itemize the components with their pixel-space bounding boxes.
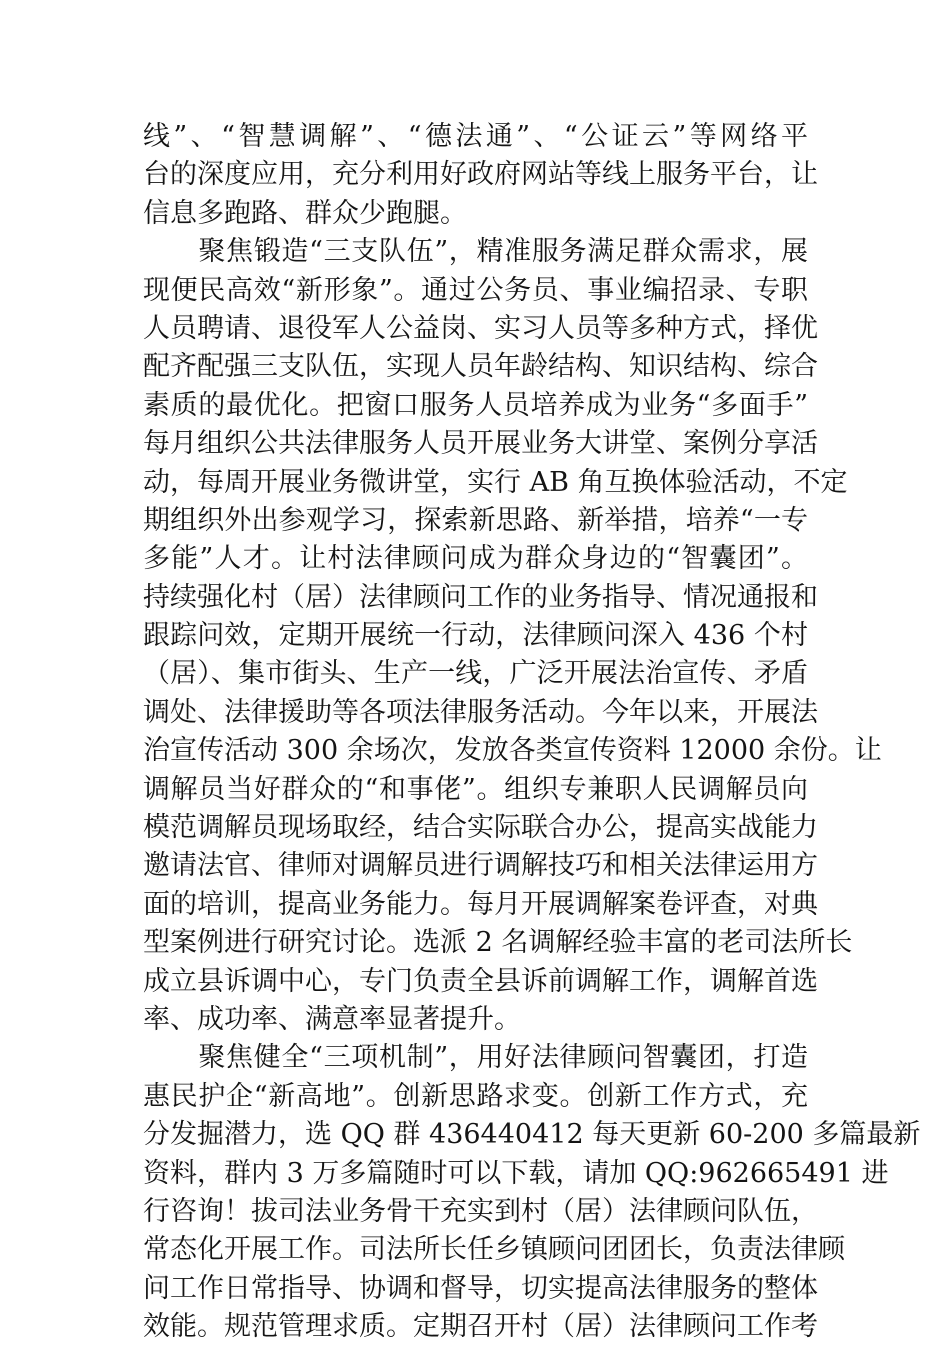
text-line: 型案例进行研究讨论。选派 2 名调解经验丰富的老司法所长 <box>143 927 853 959</box>
text-line: 现便民高效“新形象”。通过公务员、事业编招录、专职 <box>143 274 808 306</box>
text-line: 配齐配强三支队伍，实现人员年龄结构、知识结构、综合 <box>143 351 818 383</box>
text-line: 素质的最优化。把窗口服务人员培养成为业务“多面手” <box>143 389 808 421</box>
text-line: 资料，群内 3 万多篇随时可以下载，请加 QQ:962665491 进 <box>143 1157 889 1189</box>
text-line: 信息多跑路、群众少跑腿。 <box>143 197 467 229</box>
text-line: 效能。规范管理求质。定期召开村（居）法律顾问工作考 <box>143 1311 818 1343</box>
text-line: 常态化开展工作。司法所长任乡镇顾问团团长，负责法律顾 <box>143 1234 845 1266</box>
text-line: 分发掘潜力，选 QQ 群 436440412 每天更新 60-200 多篇最新 <box>143 1119 921 1151</box>
text-line: 邀请法官、律师对调解员进行调解技巧和相关法律运用方 <box>143 850 818 882</box>
body-text <box>143 118 921 1347</box>
text-line: 问工作日常指导、协调和督导，切实提高法律服务的整体 <box>143 1272 818 1304</box>
text-line: （居）、集市街头、生产一线，广泛开展法治宣传、矛盾 <box>143 658 808 690</box>
text-line: 跟踪问效，定期开展统一行动，法律顾问深入 436 个村 <box>143 620 808 652</box>
text-line: 调处、法律援助等各项法律服务活动。今年以来，开展法 <box>143 696 818 728</box>
text-line: 期组织外出参观学习，探索新思路、新举措，培养“一专 <box>143 504 808 536</box>
text-line: 惠民护企“新高地”。创新思路求变。创新工作方式，充 <box>143 1080 808 1112</box>
text-line: 台的深度应用，充分利用好政府网站等线上服务平台，让 <box>143 159 818 191</box>
text-line: 模范调解员现场取经，结合实际联合办公，提高实战能力 <box>143 812 818 844</box>
text-line: 率、成功率、满意率显著提升。 <box>143 1003 521 1035</box>
paragraph-start-line: 聚焦健全“三项机制”，用好法律顾问智囊团，打造 <box>143 1042 808 1074</box>
text-line: 治宣传活动 300 余场次，发放各类宣传资料 12000 余份。让 <box>143 735 882 767</box>
text-line: 面的培训，提高业务能力。每月开展调解案卷评查，对典 <box>143 888 818 920</box>
text-line: 调解员当好群众的“和事佬”。组织专兼职人民调解员向 <box>143 773 808 805</box>
text-line: 多能”人才。让村法律顾问成为群众身边的“智囊团”。 <box>143 543 808 575</box>
text-line: 动，每周开展业务微讲堂，实行 AB 角互换体验活动，不定 <box>143 466 848 498</box>
text-line: 人员聘请、退役军人公益岗、实习人员等多种方式，择优 <box>143 312 818 344</box>
text-line: 行咨询！拔司法业务骨干充实到村（居）法律顾问队伍， <box>143 1195 818 1227</box>
text-line: 每月组织公共法律服务人员开展业务大讲堂、案例分享活 <box>143 428 818 460</box>
text-line: 线”、“智慧调解”、“德法通”、“公证云”等网络平 <box>143 121 808 152</box>
text-line: 持续强化村（居）法律顾问工作的业务指导、情况通报和 <box>143 581 818 613</box>
paragraph-start-line: 聚焦锻造“三支队伍”，精准服务满足群众需求，展 <box>143 236 808 268</box>
text-line: 成立县诉调中心，专门负责全县诉前调解工作，调解首选 <box>143 965 818 997</box>
